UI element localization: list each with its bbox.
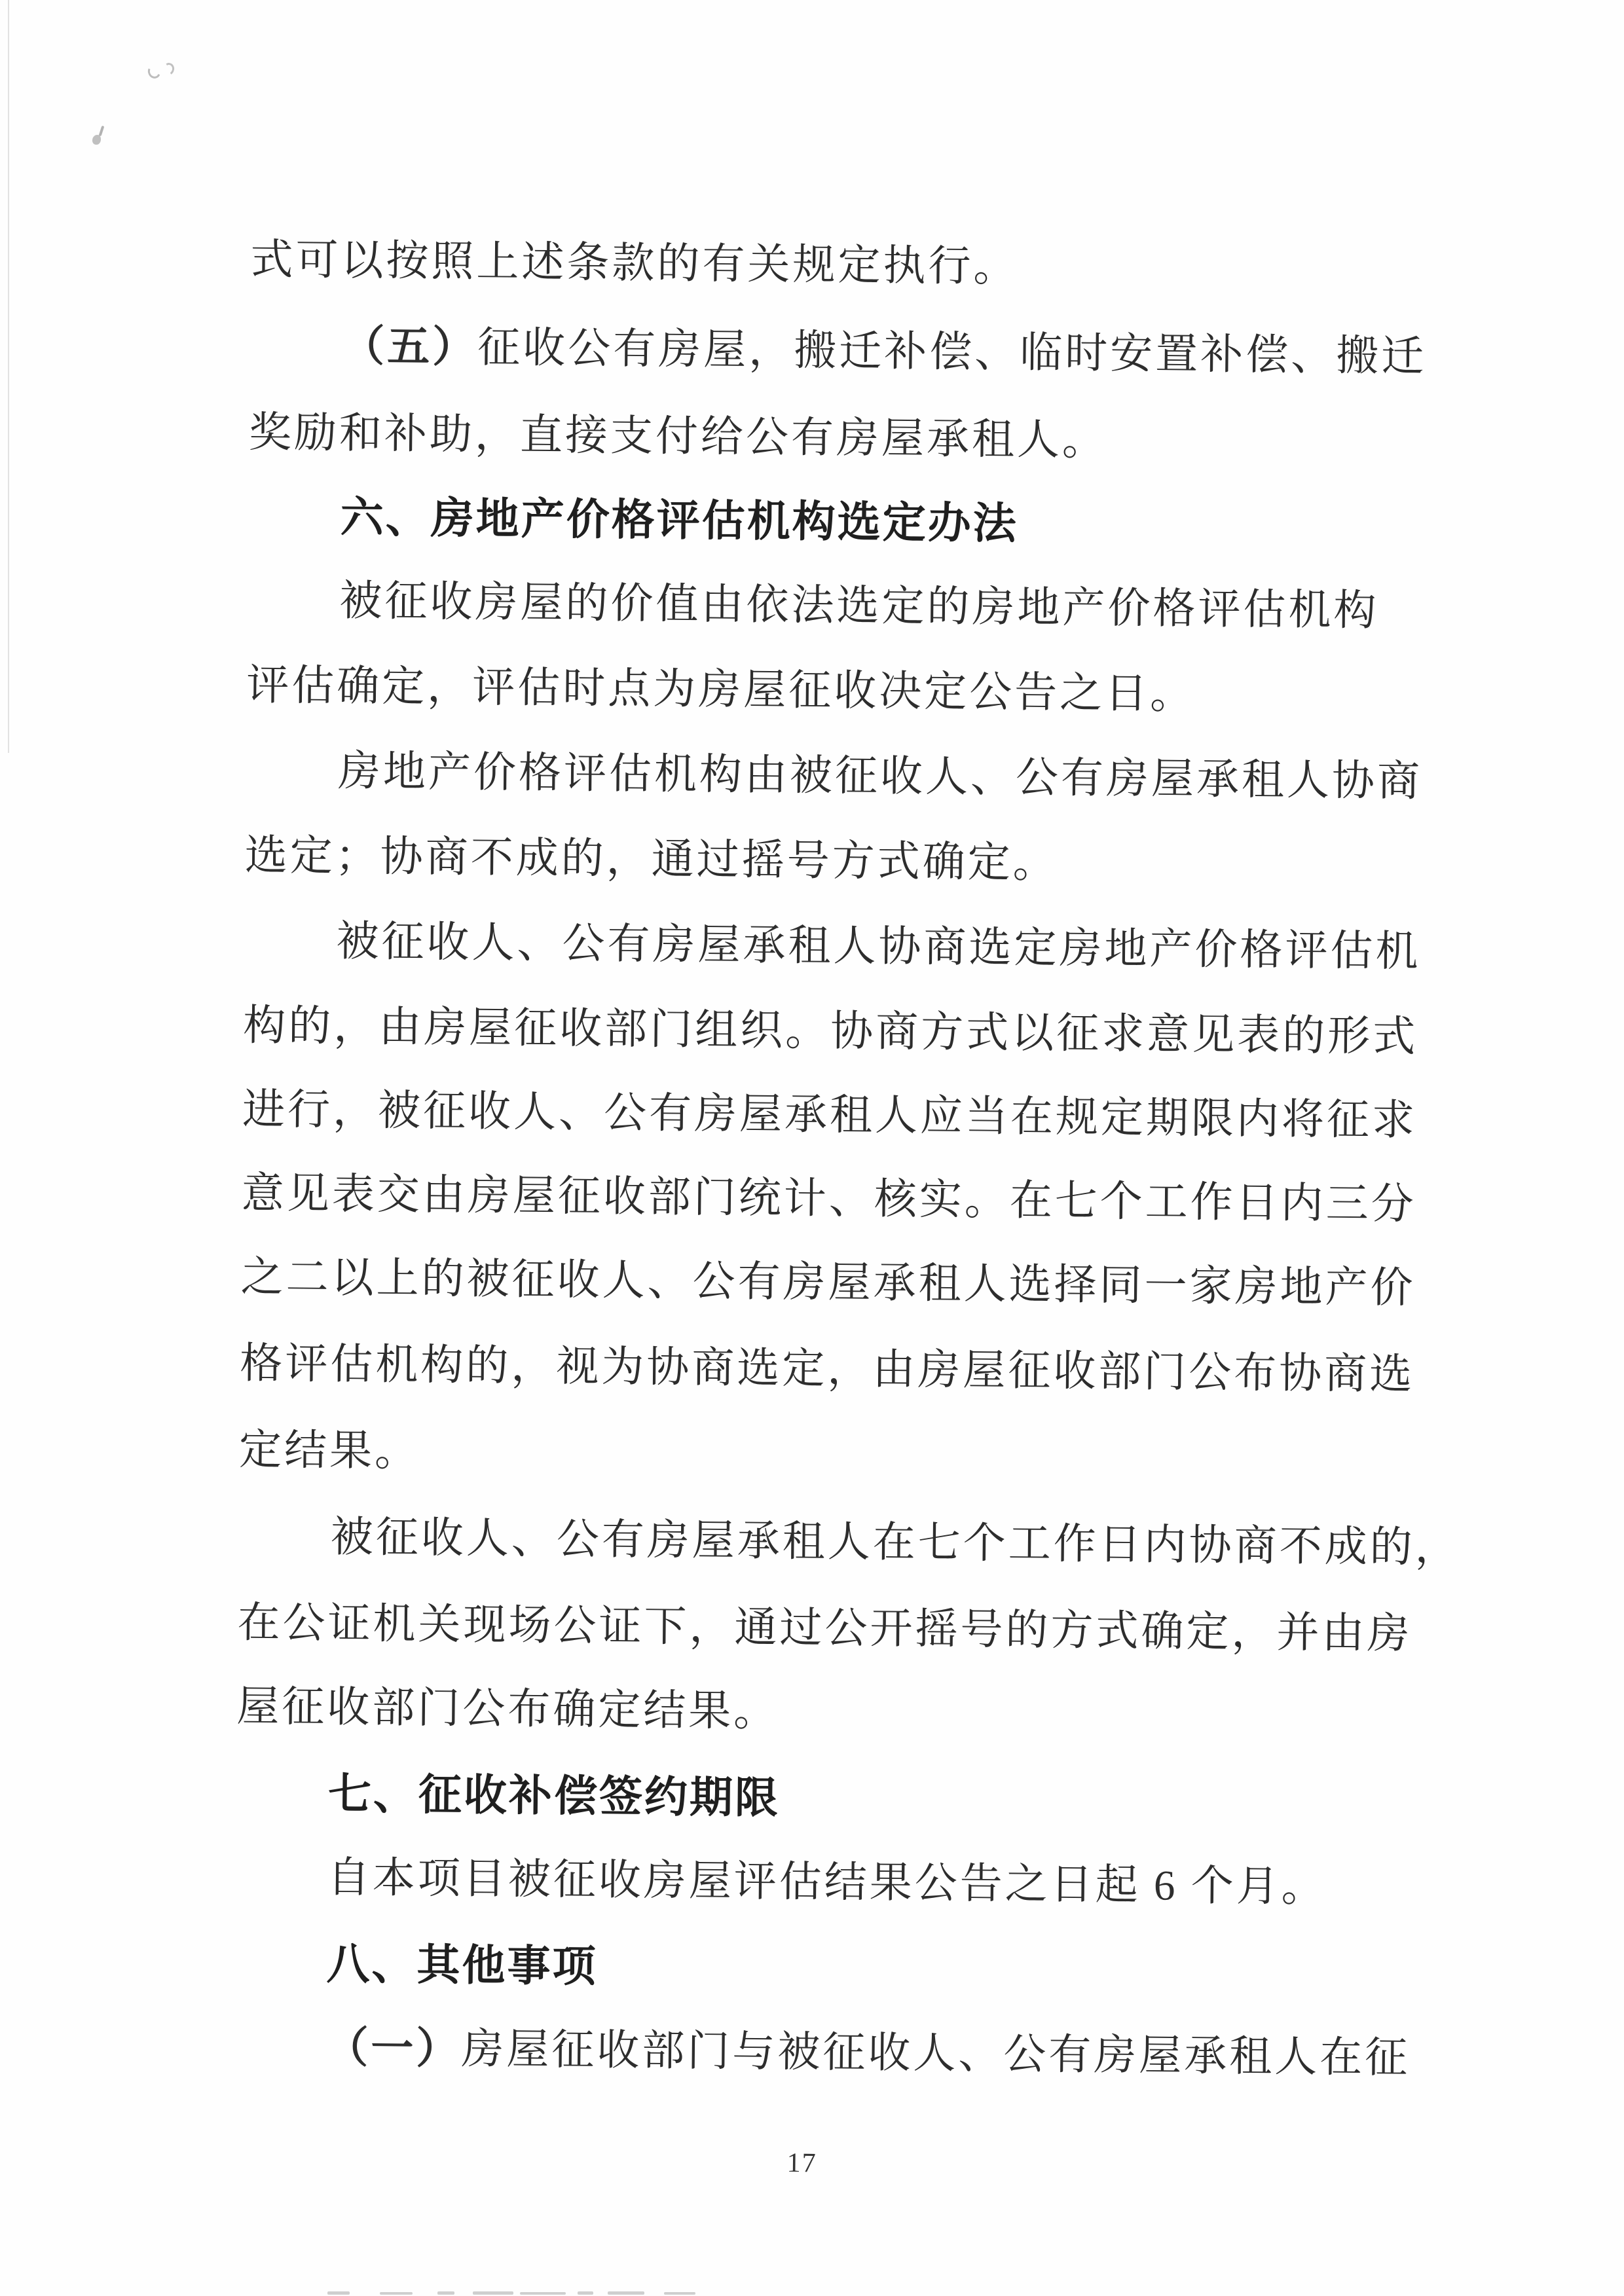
text-line: 屋征收部门公布确定结果。 bbox=[236, 1683, 779, 1736]
text-line: 在公证机关现场公证下，通过公开摇号的方式确定，并由房 bbox=[237, 1599, 1412, 1658]
text-line: 评估确定，评估时点为房屋征收决定公告之日。 bbox=[246, 662, 1196, 718]
text-line: 房地产价格评估机构由被征收人、公有房屋承租人协商 bbox=[337, 748, 1423, 806]
scan-edge-line bbox=[8, 0, 9, 753]
text-line: 自本项目被征收房屋评估结果公告之日起 6 个月。 bbox=[327, 1854, 1327, 1911]
scan-speck-icon bbox=[162, 62, 175, 77]
text-line: 六、房地产价格评估机构选定办法 bbox=[340, 492, 1019, 548]
item-number-prefix: （五） bbox=[341, 323, 478, 372]
text-line: 格评估机构的，视为协商选定，由房屋征收部门公布协商选 bbox=[239, 1339, 1415, 1399]
scan-speck-icon bbox=[99, 126, 105, 136]
document-body bbox=[231, 0, 1461, 2296]
text-line: 构的，由房屋征收部门组织。协商方式以征求意见表的形式 bbox=[242, 1002, 1418, 1061]
text-line: 被征收房屋的价值由依法选定的房地产价格评估机构 bbox=[339, 577, 1379, 635]
page-number: 17 bbox=[786, 2148, 817, 2179]
text-line: （一）房屋征收部门与被征收人、公有房屋承租人在征 bbox=[325, 2024, 1411, 2083]
text-line: 八、其他事项 bbox=[326, 1939, 598, 1991]
text-line: 被征收人、公有房屋承租人在七个工作日内协商不成的， bbox=[330, 1514, 1461, 1572]
text-line: 进行，被征收人、公有房屋承租人应当在规定期限内将征求 bbox=[242, 1086, 1418, 1145]
text-line: 奖励和补助，直接支付给公有房屋承租人。 bbox=[248, 409, 1108, 465]
text-line: 定结果。 bbox=[238, 1426, 420, 1476]
text-line: 七、征收补偿签约期限 bbox=[327, 1769, 781, 1822]
text-line: 式可以按照上述条款的有关规定执行。 bbox=[250, 236, 1019, 291]
text-line: 被征收人、公有房屋承租人协商选定房地产价格评估机 bbox=[336, 918, 1421, 976]
scan-speck-icon bbox=[146, 63, 162, 80]
text-line: 之二以上的被征收人、公有房屋承租人选择同一家房地产价 bbox=[240, 1253, 1416, 1313]
text-line: 选定；协商不成的，通过摇号方式确定。 bbox=[244, 832, 1059, 887]
item-number-prefix: （一） bbox=[325, 2024, 462, 2073]
text-line: （五）征收公有房屋，搬迁补偿、临时安置补偿、搬迁 bbox=[341, 323, 1427, 381]
text-line: 意见表交由房屋征收部门统计、核实。在七个工作日内三分 bbox=[241, 1169, 1417, 1229]
scan-speck-icon bbox=[92, 135, 101, 145]
